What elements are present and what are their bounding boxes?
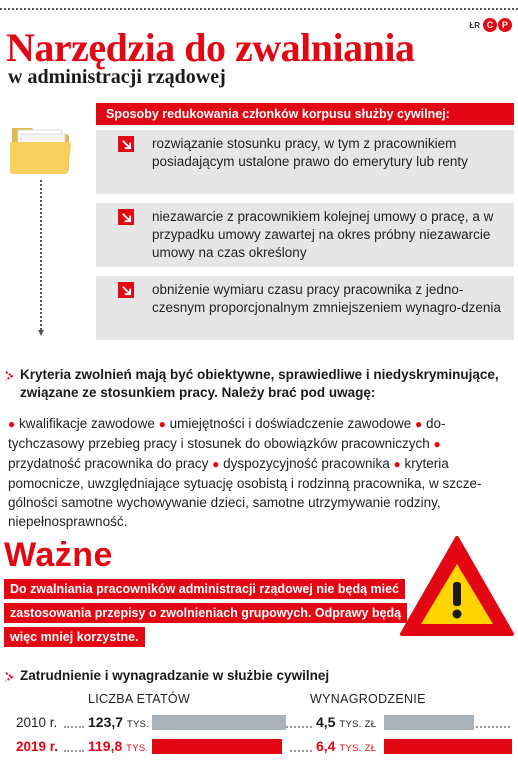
cp-logo-c: C xyxy=(483,18,497,32)
dotted-leader xyxy=(64,726,84,728)
jobs-bar xyxy=(152,715,286,730)
criteria-item: przydatność pracownika do pracy xyxy=(8,456,209,471)
arrow-down-right-icon xyxy=(118,282,134,298)
criteria-item: umiejętności i doświadczenie zawodowe xyxy=(169,416,412,431)
page-subtitle: w administracji rządowej xyxy=(8,66,226,88)
row-year: 2010 r. xyxy=(16,715,58,730)
important-line: Do zwalniania pracowników administracji rządowej nie będą mieć xyxy=(4,579,405,599)
dotted-leader xyxy=(64,750,84,752)
method-item xyxy=(96,130,514,194)
section-marker-icon xyxy=(4,671,16,683)
bullet-icon: ● xyxy=(393,457,401,471)
row-year: 2019 r. xyxy=(16,739,59,754)
arrow-down-right-icon xyxy=(118,136,134,152)
warning-triangle-icon xyxy=(398,534,516,638)
col-label-jobs: LICZBA ETATÓW xyxy=(88,692,191,706)
criteria-title: Kryteria zwolnień mają być obiektywne, sprawiedliwe i niedyskryminujące, związane ze stosunkiem pracy. Należy brać pod uwagę: xyxy=(20,367,499,400)
dotted-leader xyxy=(290,750,312,752)
criteria-item: do-tychczasowy przebieg pracy i stosunek do obowiązków pracowniczych xyxy=(8,416,446,451)
methods-header: Sposoby redukowania członków korpusu służby cywilnej: xyxy=(96,103,514,125)
jobs-bar xyxy=(152,739,282,754)
top-dotted-rule xyxy=(0,8,518,10)
important-line: zastosowania przepisy o zwolnieniach grupowych. Odprawy będą xyxy=(4,603,407,623)
bullet-icon: ● xyxy=(158,417,166,431)
section-marker-icon xyxy=(4,370,16,382)
employment-row xyxy=(0,736,518,758)
bullet-icon: ● xyxy=(415,417,423,431)
criteria-item: kryteria pomocnicze, uwzględniające sytuację osobistą i rodzinną pracownika, w szcze-gólności samotne wychowywanie dzieci, samotne utrzymywanie rodziny, niepełnosprawność. xyxy=(8,456,482,529)
bullet-icon: ● xyxy=(212,457,220,471)
criteria-list xyxy=(8,414,510,531)
important-line: więc mniej korzystne. xyxy=(4,627,145,647)
credits xyxy=(469,18,512,32)
salary-value: 6,4 TYS. ZŁ xyxy=(316,738,377,754)
employment-row xyxy=(0,712,518,734)
cp-logo xyxy=(483,18,512,32)
employment-title: Zatrudnienie i wynagradzanie w służbie cywilnej xyxy=(20,668,330,683)
col-label-salary: WYNAGRODZENIE xyxy=(310,692,426,706)
jobs-value: 123,7 TYS. xyxy=(88,714,150,730)
salary-bar xyxy=(384,739,512,754)
criteria-item: dyspozycyjność pracownika xyxy=(223,456,390,471)
folder-icon xyxy=(8,118,72,176)
method-text: rozwiązanie stosunku pracy, w tym z pracownikiem posiadającym ustalone prawo do emerytury lub renty xyxy=(152,136,468,169)
salary-bar xyxy=(384,715,474,730)
important-title: Ważne xyxy=(4,536,113,574)
dotted-connector xyxy=(40,180,42,330)
method-text: niezawarcie z pracownikiem kolejnej umowy o pracę, a w przypadku umowy zawartej na okres próbny niezawarcie umowy na czas określony xyxy=(152,209,494,260)
method-item xyxy=(96,276,514,340)
salary-value: 4,5 TYS. ZŁ xyxy=(316,714,377,730)
author-initials: ŁR xyxy=(469,20,480,30)
dotted-leader xyxy=(290,726,312,728)
criteria-item: kwalifikacje zawodowe xyxy=(19,416,155,431)
cp-logo-p: P xyxy=(498,18,512,32)
bullet-icon: ● xyxy=(8,417,16,431)
method-item xyxy=(96,203,514,267)
method-text: obniżenie wymiaru czasu pracy pracownika z jedno-czesnym proporcjonalnym zmniejszeniem wynagro-dzenia xyxy=(152,282,501,315)
page-title: Narzędzia do zwalniania xyxy=(6,25,415,70)
bullet-icon: ● xyxy=(433,437,441,451)
arrow-down-right-icon xyxy=(118,209,134,225)
jobs-value: 119,8 TYS. xyxy=(88,738,149,754)
